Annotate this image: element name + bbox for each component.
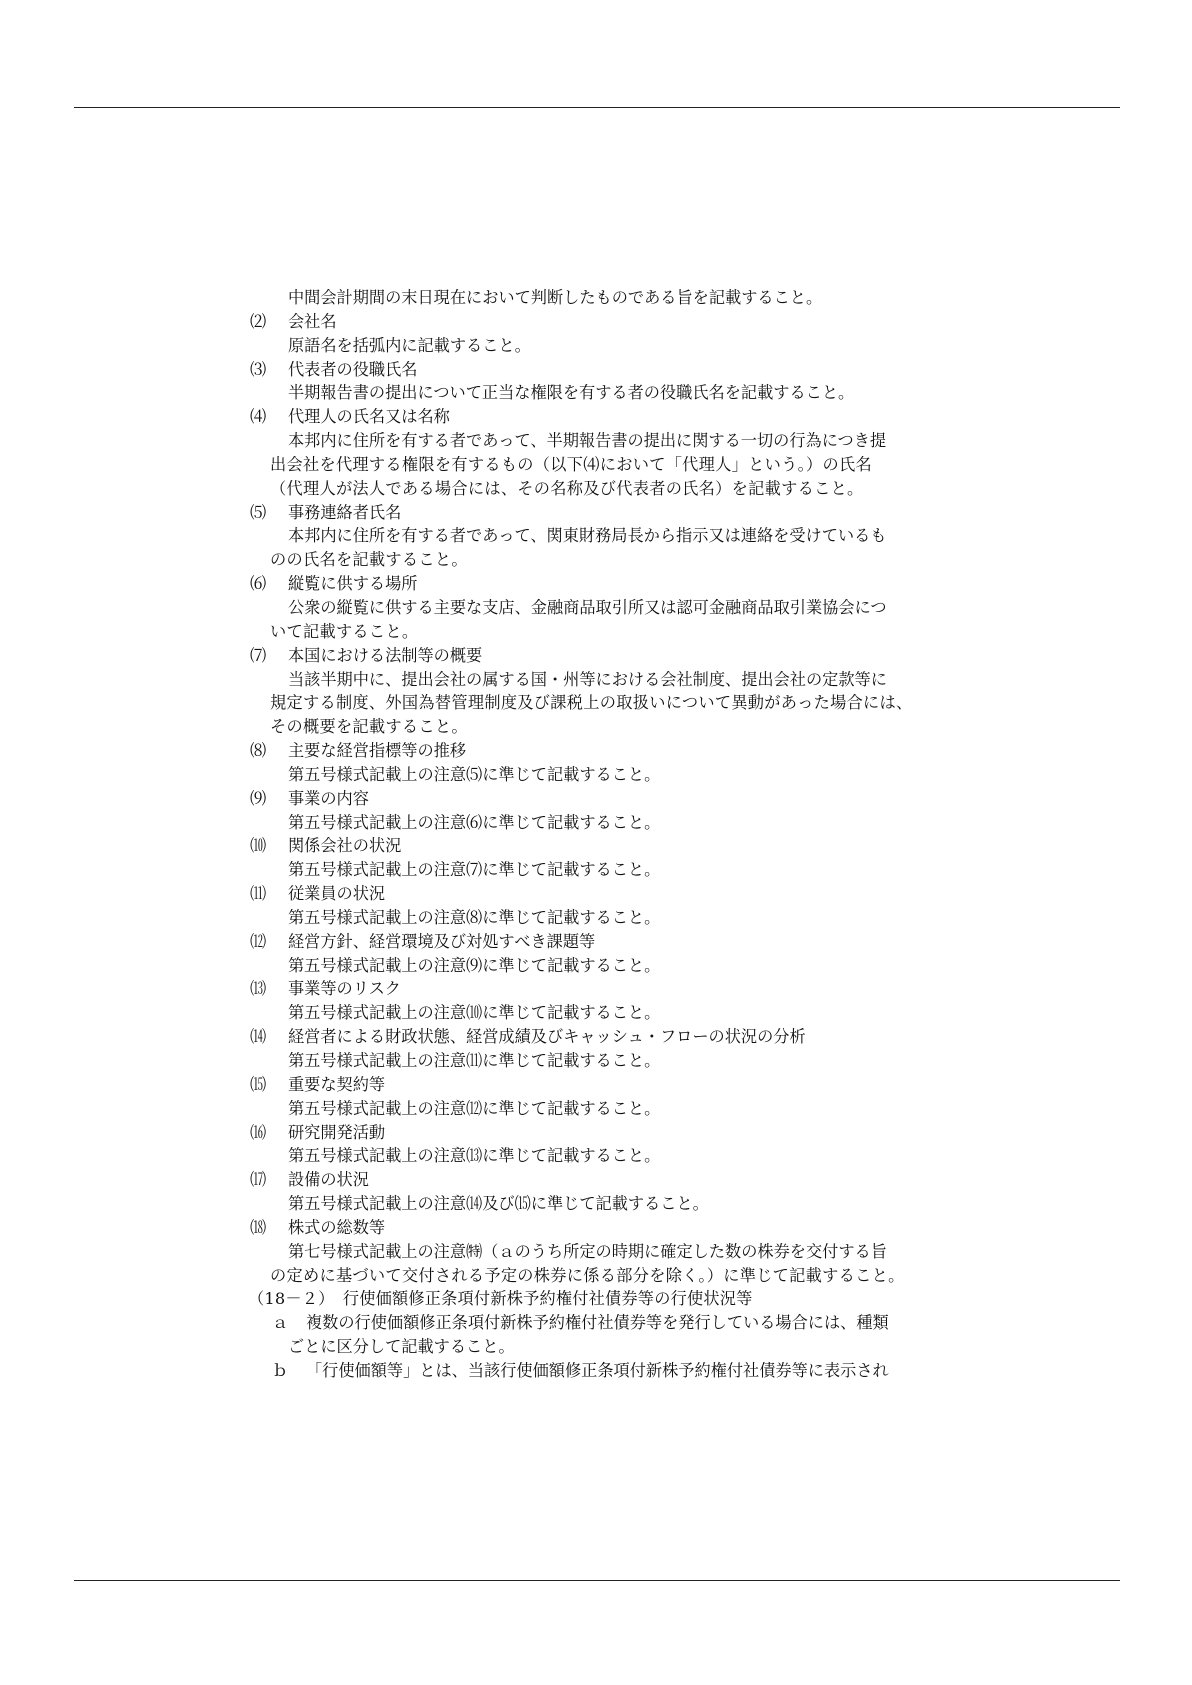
text-line: 第五号様式記載上の注意⒀に準じて記載すること。 — [288, 1146, 661, 1166]
sub-item-text: 複数の行使価額修正条項付新株予約権付社債券等を発行している場合には、種類 — [306, 1313, 889, 1333]
item-number: ⒀ — [250, 979, 267, 999]
text-line: ごとに区分して記載すること。 — [288, 1337, 515, 1357]
text-line: 公衆の縦覧に供する主要な支店、金融商品取引所又は認可金融商品取引業協会につ — [288, 597, 887, 617]
item-title: 代理人の氏名又は名称 — [288, 407, 450, 427]
sub-item — [250, 1311, 970, 1335]
item-heading — [250, 977, 970, 1001]
sub-item-text: 「行使価額等」とは、当該行使価額修正条項付新株予約権付社債券等に表示され — [306, 1360, 889, 1380]
item-title: 縦覧に供する場所 — [288, 574, 418, 594]
section-heading: （18－２） 行使価額修正条項付新株予約権付社債券等の行使状況等 — [248, 1289, 753, 1309]
text-line: 第五号様式記載上の注意⑻に準じて記載すること。 — [288, 907, 661, 927]
footer-rule — [74, 1580, 1120, 1581]
item-title: 重要な契約等 — [288, 1074, 386, 1094]
item-title: 代表者の役職氏名 — [288, 359, 418, 379]
item-heading — [250, 310, 970, 334]
item-heading — [250, 787, 970, 811]
item-title: 事業等のリスク — [288, 979, 401, 999]
item-heading — [250, 405, 970, 429]
text-line: （代理人が法人である場合には、その名称及び代表者の氏名）を記載すること。 — [270, 478, 864, 498]
item-title: 株式の総数等 — [288, 1217, 386, 1237]
item-title: 経営方針、経営環境及び対処すべき課題等 — [288, 931, 596, 951]
item-heading — [250, 1168, 970, 1192]
item-heading — [250, 1121, 970, 1145]
item-title: 従業員の状況 — [288, 884, 386, 904]
text-line: 本邦内に住所を有する者であって、半期報告書の提出に関する一切の行為につき提 — [288, 431, 887, 451]
text-line: 第五号様式記載上の注意⑺に準じて記載すること。 — [288, 860, 661, 880]
item-title: 事務連絡者氏名 — [288, 502, 402, 522]
item-heading — [250, 1216, 970, 1240]
item-number: ⑻ — [250, 741, 267, 761]
item-number: ⑿ — [250, 931, 267, 951]
item-number: ⒁ — [250, 1027, 267, 1047]
text-line: 本邦内に住所を有する者であって、関東財務局長から指示又は連絡を受けているも — [288, 526, 887, 546]
item-number: ⒅ — [250, 1217, 267, 1237]
text-line: 当該半期中に、提出会社の属する国・州等における会社制度、提出会社の定款等に — [288, 669, 887, 689]
item-title: 経営者による財政状態、経営成績及びキャッシュ・フローの状況の分析 — [288, 1027, 806, 1047]
text-line: 第五号様式記載上の注意⑾に準じて記載すること。 — [288, 1051, 661, 1070]
item-title: 事業の内容 — [288, 788, 369, 808]
item-number: ⑵ — [250, 311, 267, 331]
text-line: 第五号様式記載上の注意⑿に準じて記載すること。 — [288, 1098, 661, 1118]
item-number: ⑹ — [250, 574, 267, 594]
text-line: 規定する制度、外国為替管理制度及び課税上の取扱いについて異動があった場合には、 — [270, 693, 913, 713]
text-line: 半期報告書の提出について正当な権限を有する者の役職氏名を記載すること。 — [288, 383, 855, 403]
item-heading — [250, 834, 970, 858]
item-heading — [250, 572, 970, 596]
text-line: 第五号様式記載上の注意⒁及び⒂に準じて記載すること。 — [288, 1194, 709, 1214]
item-title: 会社名 — [288, 311, 337, 331]
item-heading — [250, 930, 970, 954]
text-line: 第五号様式記載上の注意⑽に準じて記載すること。 — [288, 1003, 661, 1023]
item-number: ⒃ — [250, 1122, 267, 1142]
item-title: 関係会社の状況 — [288, 836, 402, 856]
item-title: 設備の状況 — [288, 1170, 369, 1190]
item-heading — [250, 358, 970, 382]
item-number: ⑶ — [250, 359, 267, 379]
text-line: いて記載すること。 — [270, 621, 419, 641]
item-number: ⑺ — [250, 645, 267, 665]
text-line: 第五号様式記載上の注意⑹に準じて記載すること。 — [288, 812, 661, 832]
item-heading — [250, 501, 970, 525]
item-heading — [250, 644, 970, 668]
item-heading — [250, 882, 970, 906]
item-number: ⑾ — [250, 884, 267, 904]
text-line: 原語名を括弧内に記載すること。 — [288, 335, 531, 355]
document-body — [250, 286, 970, 1383]
text-line: 中間会計期間の末日現在において判断したものである旨を記載すること。 — [288, 288, 823, 307]
item-number: ⑷ — [250, 407, 267, 427]
item-heading — [250, 1025, 970, 1049]
text-line: 第五号様式記載上の注意⑸に準じて記載すること。 — [288, 764, 661, 784]
item-title: 主要な経営指標等の推移 — [288, 741, 467, 761]
item-heading — [250, 739, 970, 763]
item-number: ⑸ — [250, 502, 267, 522]
header-rule — [74, 107, 1120, 108]
item-title: 研究開発活動 — [288, 1122, 386, 1142]
sub-item-label: ａ — [272, 1313, 289, 1333]
item-number: ⒂ — [250, 1074, 267, 1094]
item-number: ⑽ — [250, 836, 267, 856]
text-line: 第七号様式記載上の注意㈵（ａのうち所定の時期に確定した数の株券を交付する旨 — [288, 1241, 887, 1261]
sub-item — [250, 1359, 970, 1383]
text-line: のの氏名を記載すること。 — [270, 550, 468, 570]
item-number: ⒄ — [250, 1170, 267, 1190]
text-line: その概要を記載すること。 — [270, 717, 468, 737]
text-line: 第五号様式記載上の注意⑼に準じて記載すること。 — [288, 955, 661, 975]
text-line: の定めに基づいて交付される予定の株券に係る部分を除く。）に準じて記載すること。 — [270, 1265, 905, 1285]
sub-item-label: ｂ — [272, 1360, 289, 1380]
item-heading — [250, 1073, 970, 1097]
item-title: 本国における法制等の概要 — [288, 645, 483, 665]
item-number: ⑼ — [250, 788, 267, 808]
text-line: 出会社を代理する権限を有するもの（以下⑷において「代理人」という。）の氏名 — [270, 454, 872, 474]
